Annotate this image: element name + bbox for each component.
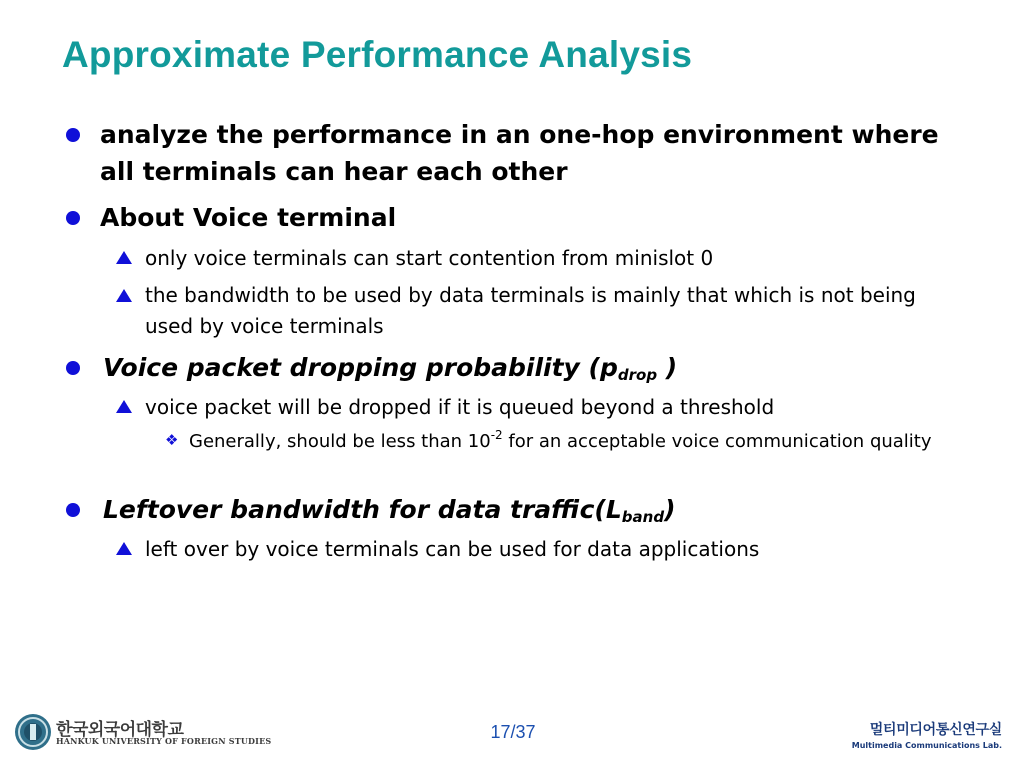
bullet-voice-terminal: About Voice terminal — [100, 203, 397, 232]
leftover-close: ) — [664, 495, 676, 524]
hufs-logo — [14, 713, 272, 755]
circle-bullet-icon — [66, 211, 80, 225]
triangle-bullet-icon — [116, 542, 132, 555]
sub-bullet-queued: voice packet will be dropped if it is queued beyond a threshold — [145, 395, 775, 419]
hufs-name-korean: 한국외국어대학교 — [56, 720, 184, 740]
threshold-text-post: for an acceptable voice communication quality — [502, 431, 932, 452]
triangle-bullet-icon — [116, 400, 132, 413]
bullet-leftover-bandwidth — [103, 491, 676, 528]
leftover-text: Leftover bandwidth for data traffic(L — [103, 495, 622, 524]
mcl-logo — [852, 719, 1002, 750]
band-subscript: band — [621, 508, 665, 526]
page-number: 17/37 — [490, 722, 536, 742]
triangle-bullet-icon — [116, 289, 132, 302]
sub-bullet-contention: only voice terminals can start contention from minislot 0 — [145, 246, 714, 270]
threshold-text-pre: Generally, should be less than 10 — [189, 431, 491, 452]
circle-bullet-icon — [66, 503, 80, 517]
slide-title: Approximate Performance Analysis — [62, 34, 693, 75]
diamond-bullet-icon: ❖ — [165, 431, 179, 449]
circle-bullet-icon — [66, 128, 80, 142]
university-seal-icon — [14, 713, 52, 751]
mcl-name-korean: 멀티미디어통신연구실 — [869, 722, 1002, 738]
mcl-name-english: Multimedia Communications Lab. — [851, 741, 1002, 750]
circle-bullet-icon — [66, 361, 80, 375]
bullet-voice-drop-prob — [103, 349, 677, 386]
triangle-bullet-icon — [116, 251, 132, 264]
subsub-bullet-threshold — [189, 428, 969, 455]
drop-subscript: drop — [617, 366, 658, 384]
voice-drop-prob-text: Voice packet dropping probability (p — [103, 353, 618, 382]
exponent-superscript: -2 — [490, 428, 503, 442]
sub-bullet-data-applications: left over by voice terminals can be used for data applications — [145, 537, 760, 561]
bullet-one-hop: analyze the performance in an one-hop environment where all terminals can hear each other — [100, 120, 939, 186]
hufs-name-english: HANKUK UNIVERSITY OF FOREIGN STUDIES — [56, 736, 272, 746]
sub-bullet-bandwidth: the bandwidth to be used by data terminals is mainly that which is not being used by voice terminals — [145, 283, 916, 338]
voice-drop-prob-close: ) — [657, 353, 678, 382]
